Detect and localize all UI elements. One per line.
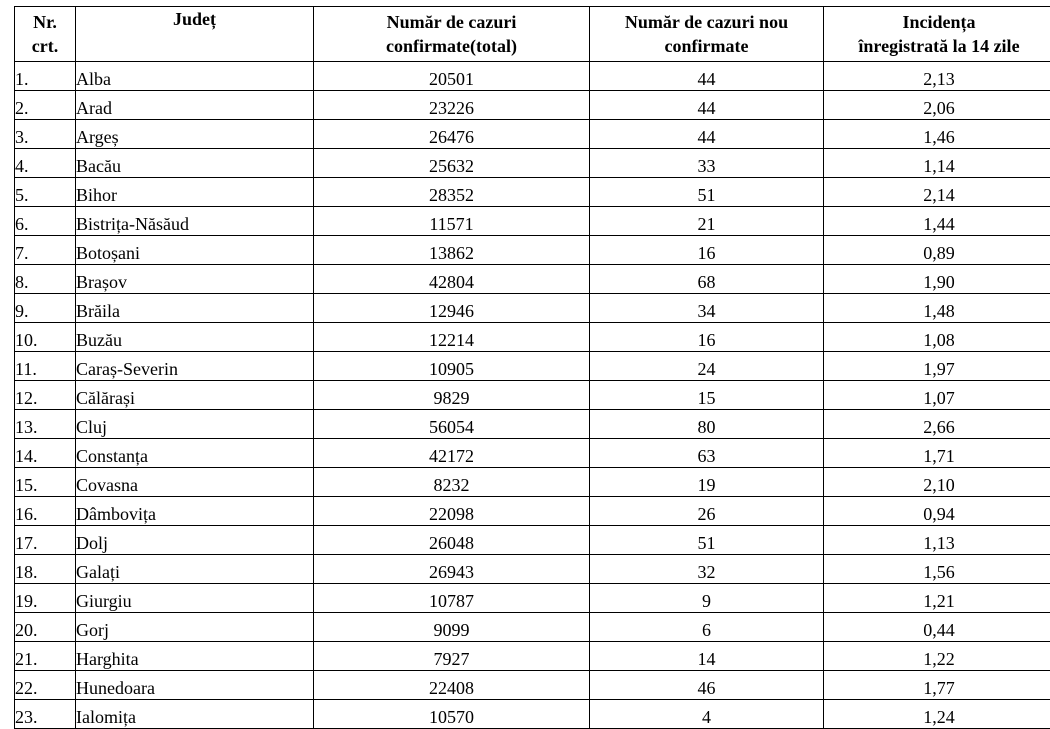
row-number-cell: 3. xyxy=(15,120,76,149)
incidence-cell: 2,13 xyxy=(824,62,1050,91)
new-cases-cell: 44 xyxy=(590,62,824,91)
row-number-cell: 22. xyxy=(15,671,76,700)
new-cases-cell: 80 xyxy=(590,410,824,439)
new-cases-cell: 9 xyxy=(590,584,824,613)
row-number-cell: 17. xyxy=(15,526,76,555)
total-cases-cell: 9099 xyxy=(314,613,590,642)
incidence-cell: 1,13 xyxy=(824,526,1050,555)
new-cases-cell: 32 xyxy=(590,555,824,584)
table-row xyxy=(15,265,1050,294)
total-cases-cell: 42172 xyxy=(314,439,590,468)
table-row xyxy=(15,178,1050,207)
table-row xyxy=(15,410,1050,439)
incidence-cell: 0,44 xyxy=(824,613,1050,642)
incidence-cell: 2,10 xyxy=(824,468,1050,497)
county-name-cell: Cluj xyxy=(76,410,314,439)
incidence-cell: 0,89 xyxy=(824,236,1050,265)
incidence-cell: 1,46 xyxy=(824,120,1050,149)
county-name-cell: Harghita xyxy=(76,642,314,671)
county-name-cell: Gorj xyxy=(76,613,314,642)
row-number-cell: 13. xyxy=(15,410,76,439)
header-total-cases: Număr de cazuri confirmate(total) xyxy=(314,7,590,62)
row-number-cell: 8. xyxy=(15,265,76,294)
new-cases-cell: 26 xyxy=(590,497,824,526)
row-number-cell: 6. xyxy=(15,207,76,236)
new-cases-cell: 16 xyxy=(590,236,824,265)
county-name-cell: Buzău xyxy=(76,323,314,352)
county-name-cell: Bistrița-Năsăud xyxy=(76,207,314,236)
incidence-cell: 1,07 xyxy=(824,381,1050,410)
new-cases-cell: 24 xyxy=(590,352,824,381)
new-cases-cell: 51 xyxy=(590,178,824,207)
row-number-cell: 4. xyxy=(15,149,76,178)
total-cases-cell: 25632 xyxy=(314,149,590,178)
table-row xyxy=(15,555,1050,584)
county-name-cell: Botoșani xyxy=(76,236,314,265)
total-cases-cell: 23226 xyxy=(314,91,590,120)
incidence-cell: 1,08 xyxy=(824,323,1050,352)
header-judet: Județ xyxy=(76,7,314,62)
table-row xyxy=(15,236,1050,265)
county-name-cell: Giurgiu xyxy=(76,584,314,613)
total-cases-cell: 7927 xyxy=(314,642,590,671)
new-cases-cell: 68 xyxy=(590,265,824,294)
row-number-cell: 15. xyxy=(15,468,76,497)
table-row xyxy=(15,91,1050,120)
table-row xyxy=(15,323,1050,352)
new-cases-cell: 44 xyxy=(590,120,824,149)
incidence-cell: 1,14 xyxy=(824,149,1050,178)
county-name-cell: Brăila xyxy=(76,294,314,323)
table-row xyxy=(15,62,1050,91)
county-name-cell: Brașov xyxy=(76,265,314,294)
new-cases-cell: 19 xyxy=(590,468,824,497)
row-number-cell: 5. xyxy=(15,178,76,207)
row-number-cell: 2. xyxy=(15,91,76,120)
total-cases-cell: 13862 xyxy=(314,236,590,265)
incidence-cell: 1,44 xyxy=(824,207,1050,236)
incidence-cell: 1,24 xyxy=(824,700,1050,729)
table-row xyxy=(15,671,1050,700)
new-cases-cell: 34 xyxy=(590,294,824,323)
table-row xyxy=(15,149,1050,178)
new-cases-cell: 14 xyxy=(590,642,824,671)
row-number-cell: 23. xyxy=(15,700,76,729)
incidence-cell: 2,06 xyxy=(824,91,1050,120)
header-nr: Nr. crt. xyxy=(15,7,76,62)
total-cases-cell: 11571 xyxy=(314,207,590,236)
county-name-cell: Bacău xyxy=(76,149,314,178)
new-cases-cell: 63 xyxy=(590,439,824,468)
table-row xyxy=(15,526,1050,555)
row-number-cell: 7. xyxy=(15,236,76,265)
row-number-cell: 10. xyxy=(15,323,76,352)
incidence-cell: 1,48 xyxy=(824,294,1050,323)
incidence-cell: 1,22 xyxy=(824,642,1050,671)
county-name-cell: Covasna xyxy=(76,468,314,497)
incidence-cell: 1,77 xyxy=(824,671,1050,700)
county-name-cell: Dolj xyxy=(76,526,314,555)
total-cases-cell: 10787 xyxy=(314,584,590,613)
new-cases-cell: 16 xyxy=(590,323,824,352)
total-cases-cell: 28352 xyxy=(314,178,590,207)
row-number-cell: 9. xyxy=(15,294,76,323)
table-row xyxy=(15,207,1050,236)
row-number-cell: 16. xyxy=(15,497,76,526)
table-row xyxy=(15,497,1050,526)
row-number-cell: 21. xyxy=(15,642,76,671)
total-cases-cell: 10905 xyxy=(314,352,590,381)
county-name-cell: Alba xyxy=(76,62,314,91)
county-name-cell: Călărași xyxy=(76,381,314,410)
table-header-row xyxy=(15,7,1050,62)
new-cases-cell: 33 xyxy=(590,149,824,178)
total-cases-cell: 10570 xyxy=(314,700,590,729)
incidence-cell: 2,14 xyxy=(824,178,1050,207)
total-cases-cell: 12946 xyxy=(314,294,590,323)
new-cases-cell: 46 xyxy=(590,671,824,700)
total-cases-cell: 22098 xyxy=(314,497,590,526)
table-row xyxy=(15,439,1050,468)
table-row xyxy=(15,294,1050,323)
county-name-cell: Argeș xyxy=(76,120,314,149)
row-number-cell: 20. xyxy=(15,613,76,642)
total-cases-cell: 8232 xyxy=(314,468,590,497)
incidence-cell: 1,56 xyxy=(824,555,1050,584)
new-cases-cell: 44 xyxy=(590,91,824,120)
total-cases-cell: 20501 xyxy=(314,62,590,91)
new-cases-cell: 51 xyxy=(590,526,824,555)
county-name-cell: Constanța xyxy=(76,439,314,468)
row-number-cell: 1. xyxy=(15,62,76,91)
table-body xyxy=(15,62,1050,729)
total-cases-cell: 26943 xyxy=(314,555,590,584)
table-row xyxy=(15,613,1050,642)
total-cases-cell: 9829 xyxy=(314,381,590,410)
county-name-cell: Galați xyxy=(76,555,314,584)
incidence-cell: 0,94 xyxy=(824,497,1050,526)
row-number-cell: 12. xyxy=(15,381,76,410)
row-number-cell: 11. xyxy=(15,352,76,381)
table-row xyxy=(15,642,1050,671)
total-cases-cell: 26476 xyxy=(314,120,590,149)
county-name-cell: Ialomița xyxy=(76,700,314,729)
header-incidence: Incidența înregistrată la 14 zile xyxy=(824,7,1050,62)
total-cases-cell: 56054 xyxy=(314,410,590,439)
new-cases-cell: 4 xyxy=(590,700,824,729)
table-row xyxy=(15,584,1050,613)
table-row xyxy=(15,381,1050,410)
incidence-cell: 1,90 xyxy=(824,265,1050,294)
county-name-cell: Hunedoara xyxy=(76,671,314,700)
county-name-cell: Bihor xyxy=(76,178,314,207)
row-number-cell: 18. xyxy=(15,555,76,584)
county-name-cell: Caraș-Severin xyxy=(76,352,314,381)
row-number-cell: 19. xyxy=(15,584,76,613)
county-name-cell: Arad xyxy=(76,91,314,120)
table-row xyxy=(15,700,1050,729)
header-new-cases: Număr de cazuri nou confirmate xyxy=(590,7,824,62)
county-name-cell: Dâmbovița xyxy=(76,497,314,526)
incidence-cell: 1,21 xyxy=(824,584,1050,613)
row-number-cell: 14. xyxy=(15,439,76,468)
covid-cases-table xyxy=(14,6,1050,729)
incidence-cell: 1,97 xyxy=(824,352,1050,381)
incidence-cell: 1,71 xyxy=(824,439,1050,468)
new-cases-cell: 6 xyxy=(590,613,824,642)
table-row xyxy=(15,468,1050,497)
total-cases-cell: 12214 xyxy=(314,323,590,352)
new-cases-cell: 21 xyxy=(590,207,824,236)
total-cases-cell: 42804 xyxy=(314,265,590,294)
incidence-cell: 2,66 xyxy=(824,410,1050,439)
total-cases-cell: 22408 xyxy=(314,671,590,700)
total-cases-cell: 26048 xyxy=(314,526,590,555)
new-cases-cell: 15 xyxy=(590,381,824,410)
table-row xyxy=(15,120,1050,149)
table-row xyxy=(15,352,1050,381)
